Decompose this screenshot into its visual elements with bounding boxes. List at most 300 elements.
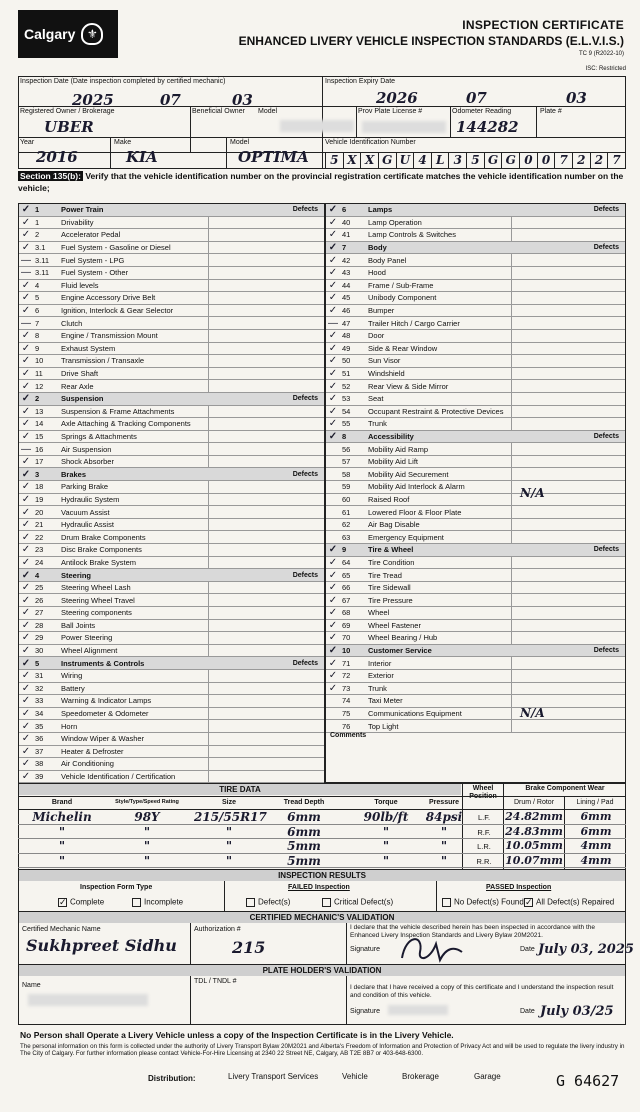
operation-warning: No Person shall Operate a Livery Vehicle unless a copy of the Inspection Certificate is in the Livery Vehicle. [20,1030,454,1040]
checklist-item [326,292,625,305]
item-label: Speedometer & Odometer [61,709,149,719]
item-number: 59 [342,482,351,492]
checklist-item [19,582,324,595]
check-mark[interactable]: ✓ [21,305,31,317]
check-mark[interactable]: ✓ [328,682,338,694]
item-number: 25 [35,583,44,593]
check-mark[interactable]: — [328,317,338,329]
redacted-plate [362,121,446,133]
mechanic-signature-label: Signature [350,946,380,953]
checklist-item [326,582,625,595]
checklist-item [326,406,625,419]
defects-header: Defects [292,206,318,214]
plate-label: Plate # [540,108,562,115]
check-mark[interactable]: ✓ [21,733,31,745]
item-number: 23 [35,545,44,555]
checklist-item [19,217,324,230]
expiry-year[interactable]: 2026 [376,89,418,107]
check-mark[interactable]: ✓ [21,771,31,783]
item-label: Accessibility [368,431,414,441]
owner-label: Registered Owner / Brokerage [20,108,115,115]
vin-char[interactable]: 4 [413,153,431,169]
item-label: Battery [61,683,85,693]
item-label: Springs & Attachments [61,431,137,441]
tire-style[interactable]: 98Y [134,810,160,824]
item-number: 9 [342,545,347,555]
check-mark[interactable]: ✓ [21,292,31,304]
item-number: 2 [35,394,40,404]
vin-char[interactable]: 0 [519,153,537,169]
equipment-na: N/A [520,706,545,720]
check-mark[interactable]: ✓ [328,279,338,291]
item-number: 9 [35,343,40,353]
item-number: 48 [342,331,351,341]
check-mark[interactable]: ✓ [21,506,31,518]
results-title: INSPECTION RESULTS [19,870,625,881]
check-mark[interactable]: ✓ [21,670,31,682]
tire-style[interactable]: " [143,853,151,868]
tire-size[interactable]: " [225,839,233,853]
mechanic-title: CERTIFIED MECHANIC'S VALIDATION [19,912,625,923]
item-label: Rear View & Side Mirror [368,381,449,391]
check-mark[interactable]: ✓ [328,632,338,644]
lining-pad-value[interactable]: 4mm [580,839,612,852]
tire-tread[interactable]: 5mm [287,839,321,853]
expiry-month[interactable]: 07 [466,89,487,107]
item-label: Frame / Sub-Frame [368,280,434,290]
item-label: Drive Shaft [61,369,99,379]
no-defect-checkbox[interactable] [442,898,451,907]
item-label: Body [368,243,387,253]
tire-brand[interactable]: " [58,824,66,839]
checklist-item [19,758,324,771]
item-number: 31 [35,671,44,681]
item-number: 22 [35,532,44,542]
item-label: Drivability [61,217,94,227]
complete-checkbox[interactable]: ✓ [59,897,67,907]
section-header [326,645,625,658]
tire-tread[interactable]: 5mm [287,853,321,868]
vin-char[interactable]: 3 [448,153,466,169]
drum-rotor-value[interactable]: 24.82mm [505,810,563,823]
item-label: Hood [368,268,386,278]
item-number: 3 [35,469,40,479]
check-mark[interactable]: ✓ [328,645,338,657]
item-number: 10 [35,356,44,366]
holder-date-label: Date [520,1008,535,1015]
check-mark[interactable]: ✓ [21,468,31,480]
restricted-label: ISC: Restricted [585,66,626,72]
item-number: 17 [35,457,44,467]
check-mark[interactable]: ✓ [21,418,31,430]
item-number: 26 [35,595,44,605]
check-mark[interactable]: ✓ [328,204,338,216]
check-mark[interactable]: ✓ [21,720,31,732]
item-label: Exterior [368,671,394,681]
tire-torque[interactable]: " [382,839,390,853]
check-mark[interactable]: ✓ [21,216,31,228]
drum-rotor-label: Drum / Rotor [513,799,555,806]
vin-boxes [325,153,625,169]
expiry-day[interactable]: 03 [566,89,587,107]
item-number: 1 [35,205,40,215]
checklist-item [326,343,625,356]
checklist-item [326,254,625,267]
checklist-item [19,746,324,759]
vin-char[interactable]: 5 [325,153,343,169]
check-mark[interactable]: ✓ [328,569,338,581]
tire-tread[interactable]: 6mm [287,824,321,839]
check-mark[interactable]: ✓ [328,342,338,354]
check-mark[interactable]: ✓ [328,544,338,556]
check-mark[interactable]: ✓ [328,393,338,405]
repaired-option[interactable] [524,898,614,907]
checklist-item [326,330,625,343]
title: INSPECTION CERTIFICATE [462,18,624,32]
checklist-item [19,229,324,242]
dist-vehicle: Vehicle [342,1072,368,1081]
item-number: 40 [342,217,351,227]
wheel-position: R.F. [477,827,491,837]
check-mark[interactable]: ✓ [21,481,31,493]
section-header [19,569,324,582]
inspection-year[interactable]: 2025 [72,91,114,109]
make-value[interactable]: KIA [126,148,158,166]
tire-pressure[interactable]: 84psi [425,810,463,824]
check-mark[interactable]: ✓ [21,229,31,241]
form-type-label: Inspection Form Type [80,884,153,891]
vin-char[interactable]: 7 [554,153,572,169]
defects-header: Defects [292,470,318,478]
drum-rotor-value[interactable]: 10.05mm [505,839,563,852]
checklist-item [19,531,324,544]
item-label: Lamp Controls & Switches [368,230,456,240]
check-mark[interactable]: ✓ [21,632,31,644]
item-number: 1 [35,217,40,227]
check-mark[interactable]: ✓ [21,582,31,594]
check-mark[interactable]: ✓ [21,657,31,669]
tire-row [18,854,626,869]
complete-option[interactable] [58,898,104,907]
vin-char[interactable]: 2 [590,153,608,169]
item-number: 66 [342,583,351,593]
checklist-item [19,607,324,620]
check-mark[interactable]: ✓ [21,695,31,707]
checklist-item [326,670,625,683]
check-mark[interactable]: ✓ [21,368,31,380]
item-label: Suspension & Frame Attachments [61,406,175,416]
check-mark[interactable]: ✓ [328,216,338,228]
item-label: Disc Brake Components [61,545,142,555]
odometer-value[interactable]: 144282 [456,118,519,136]
check-mark[interactable]: ✓ [328,607,338,619]
check-mark[interactable]: ✓ [21,594,31,606]
item-label: Clutch [61,318,83,328]
item-number: 18 [35,482,44,492]
inspection-day[interactable]: 03 [232,91,253,109]
check-mark[interactable]: ✓ [21,456,31,468]
checklist-item [326,481,625,494]
check-mark[interactable]: ✓ [21,607,31,619]
item-label: Exhaust System [61,343,116,353]
lining-pad-value[interactable]: 6mm [580,810,612,823]
checklist-item [326,443,625,456]
check-mark[interactable]: ✓ [21,204,31,216]
defects-header: Defects [593,244,619,252]
check-mark[interactable]: ✓ [21,544,31,556]
checklist-item [19,330,324,343]
check-mark[interactable]: ✓ [328,418,338,430]
item-number: 67 [342,595,351,605]
lining-pad-value[interactable]: 4mm [580,853,612,867]
check-mark[interactable]: ✓ [21,330,31,342]
check-mark[interactable]: ✓ [328,242,338,254]
tire-col-header: Pressure [429,799,459,806]
item-number: 24 [35,557,44,567]
tire-pressure[interactable]: " [440,824,448,839]
tire-style[interactable]: " [143,824,151,839]
check-mark[interactable]: ✓ [328,305,338,317]
item-number: 50 [342,356,351,366]
checklist-item [326,695,625,708]
checklist-item [19,418,324,431]
item-number: 46 [342,306,351,316]
tire-size[interactable]: " [225,824,233,839]
check-mark[interactable]: ✓ [21,342,31,354]
item-label: Trunk [368,683,387,693]
check-mark[interactable]: ✓ [21,708,31,720]
model-value[interactable]: OPTIMA [238,148,309,166]
defects-header: Defects [292,659,318,667]
check-mark[interactable]: ✓ [328,594,338,606]
vin-char[interactable]: G [501,153,519,169]
critical-checkbox[interactable] [322,898,331,907]
check-mark[interactable]: ✓ [21,393,31,405]
vin-char[interactable]: 0 [537,153,555,169]
tire-torque[interactable]: " [382,853,390,868]
check-mark[interactable]: ✓ [21,531,31,543]
mechanic-date[interactable]: July 03, 2025 [538,942,634,957]
item-number: 47 [342,318,351,328]
tire-style[interactable]: " [143,839,151,853]
vin-char[interactable]: G [484,153,502,169]
check-mark[interactable]: ✓ [21,380,31,392]
tire-torque[interactable]: 90lb/ft [363,810,409,824]
repaired-checkbox[interactable]: ✓ [525,897,533,907]
item-label: Lowered Floor & Floor Plate [368,507,462,517]
check-mark[interactable]: — [21,317,31,329]
mechanic-name[interactable]: Sukhpreet Sidhu [26,936,177,955]
section-header [326,431,625,444]
check-mark[interactable]: ✓ [21,745,31,757]
dist-livery: Livery Transport Services [228,1072,319,1081]
passed-label: PASSED Inspection [486,884,552,891]
check-mark[interactable]: ✓ [21,556,31,568]
check-mark[interactable]: — [21,254,31,266]
plate-license-label: Prov Plate License # [358,108,423,115]
checklist-item [19,733,324,746]
item-number: 51 [342,369,351,379]
check-mark[interactable]: ✓ [328,582,338,594]
vin-char[interactable]: X [343,153,361,169]
item-number: 6 [35,306,40,316]
item-number: 15 [35,431,44,441]
no-defect-option[interactable] [442,898,524,907]
check-mark[interactable]: ✓ [21,430,31,442]
check-mark[interactable]: ✓ [21,242,31,254]
vin-char[interactable]: 5 [466,153,484,169]
check-mark[interactable]: ✓ [328,657,338,669]
section-header [326,204,625,217]
checklist-item [19,254,324,267]
form-header [239,18,624,57]
tire-size[interactable]: 215/55R17 [194,810,267,824]
defects-checkbox[interactable] [246,898,255,907]
defects-option[interactable] [246,898,290,907]
check-mark[interactable]: ✓ [21,645,31,657]
vin-char[interactable]: 2 [572,153,590,169]
no-defect-label: No Defect(s) Found [454,897,524,907]
item-number: 19 [35,494,44,504]
checklist-item [19,431,324,444]
tire-tread[interactable]: 6mm [287,810,321,824]
check-mark[interactable]: ✓ [328,330,338,342]
vin-char[interactable]: L [431,153,449,169]
vin-char[interactable]: U [396,153,414,169]
check-mark[interactable]: ✓ [21,682,31,694]
check-mark[interactable]: ✓ [328,405,338,417]
checklist-item [19,695,324,708]
check-mark[interactable]: ✓ [328,556,338,568]
vin-char[interactable]: X [360,153,378,169]
item-number: 30 [35,646,44,656]
incomplete-option[interactable] [132,898,183,907]
check-mark[interactable]: ✓ [328,380,338,392]
owner-value[interactable]: UBER [44,118,94,136]
check-mark[interactable]: ✓ [328,229,338,241]
tire-col-header: Style/Type/Speed Rating [115,799,179,805]
item-label: Wiring [61,671,83,681]
item-label: Wheel Fastener [368,620,421,630]
lining-pad-value[interactable]: 6mm [580,824,612,838]
check-mark[interactable]: ✓ [21,355,31,367]
tire-data-title: TIRE DATA [19,784,461,795]
tire-size[interactable]: " [225,853,233,868]
check-mark[interactable]: ✓ [21,519,31,531]
wheel-position-label: Wheel [472,785,494,792]
drum-rotor-value[interactable]: 10.07mm [505,853,563,867]
tire-brand[interactable]: " [58,839,66,853]
check-mark[interactable]: ✓ [21,569,31,581]
tire-torque[interactable]: " [382,824,390,839]
item-number: 62 [342,520,351,530]
check-mark[interactable]: ✓ [328,292,338,304]
tire-brand[interactable]: " [58,853,66,868]
wheel-position: L.R. [477,842,491,851]
check-mark[interactable]: ✓ [21,619,31,631]
checklist-item [326,393,625,406]
item-label: Tire Tread [368,570,402,580]
checklist-item [326,620,625,633]
tire-pressure[interactable]: " [440,839,448,853]
checklist-item [19,494,324,507]
vin-char[interactable]: 7 [607,153,625,169]
check-mark[interactable]: ✓ [328,368,338,380]
mechanic-declaration: I declare that the vehicle described herein has been inspected in accordance with the Enhanced Livery Inspection Standards and Livery Bylaw 20M2021. [350,924,595,939]
mechanic-signature [396,930,466,964]
beneficial-owner-label: Beneficial Owner [192,108,245,115]
holder-date[interactable]: July 03/25 [540,1004,614,1019]
check-mark[interactable]: ✓ [328,355,338,367]
year-value[interactable]: 2016 [36,148,78,166]
checklist-item [19,456,324,469]
check-mark[interactable]: — [21,267,31,279]
drum-rotor-value[interactable]: 24.83mm [505,824,563,838]
item-number: 70 [342,633,351,643]
inspection-date-label: Inspection Date (Date inspection completed by certified mechanic) [20,78,226,85]
check-mark[interactable]: ✓ [21,493,31,505]
item-label: Ball Joints [61,620,96,630]
checklist-item [19,280,324,293]
redacted-owner [280,120,354,132]
check-mark[interactable]: — [21,443,31,455]
item-number: 13 [35,406,44,416]
tire-pressure[interactable]: " [440,853,448,868]
item-label: Antilock Brake System [61,557,137,567]
item-number: 65 [342,570,351,580]
inspection-month[interactable]: 07 [160,91,181,109]
item-label: Unibody Component [368,293,437,303]
wheel-position: R.R. [476,856,492,866]
check-mark[interactable]: ✓ [328,670,338,682]
item-label: Seat [368,394,384,404]
distribution-label: Distribution: [148,1074,196,1083]
check-mark[interactable]: ✓ [21,758,31,770]
tire-brand[interactable]: Michelin [32,810,92,824]
item-label: Occupant Restraint & Protective Devices [368,406,504,416]
wheel-position: L.F. [477,813,491,822]
checklist-item [19,506,324,519]
checklist-item [19,317,324,330]
section-header [19,468,324,481]
vin-char[interactable]: G [378,153,396,169]
critical-option[interactable] [322,898,393,907]
item-label: Steering Wheel Lash [61,583,131,593]
item-number: 35 [35,721,44,731]
item-label: Fuel System - Other [61,268,129,278]
tire-row [18,825,626,840]
tire-rows [18,810,626,868]
check-mark[interactable]: ✓ [328,430,338,442]
tire-row [18,839,626,854]
check-mark[interactable]: ✓ [328,267,338,279]
item-number: 3.11 [35,255,50,265]
authorization-number[interactable]: 215 [232,938,266,957]
incomplete-checkbox[interactable] [132,898,141,907]
item-number: 4 [35,280,40,290]
checklist-item [326,519,625,532]
item-label: Wheel Bearing / Hub [368,633,438,643]
defects-header: Defects [593,647,619,655]
item-number: 42 [342,255,351,265]
check-mark[interactable]: ✓ [328,619,338,631]
check-mark[interactable]: ✓ [21,405,31,417]
checklist-item [19,305,324,318]
item-label: Air Suspension [61,444,112,454]
check-mark[interactable]: ✓ [21,279,31,291]
item-number: 49 [342,343,351,353]
check-mark[interactable]: ✓ [328,254,338,266]
